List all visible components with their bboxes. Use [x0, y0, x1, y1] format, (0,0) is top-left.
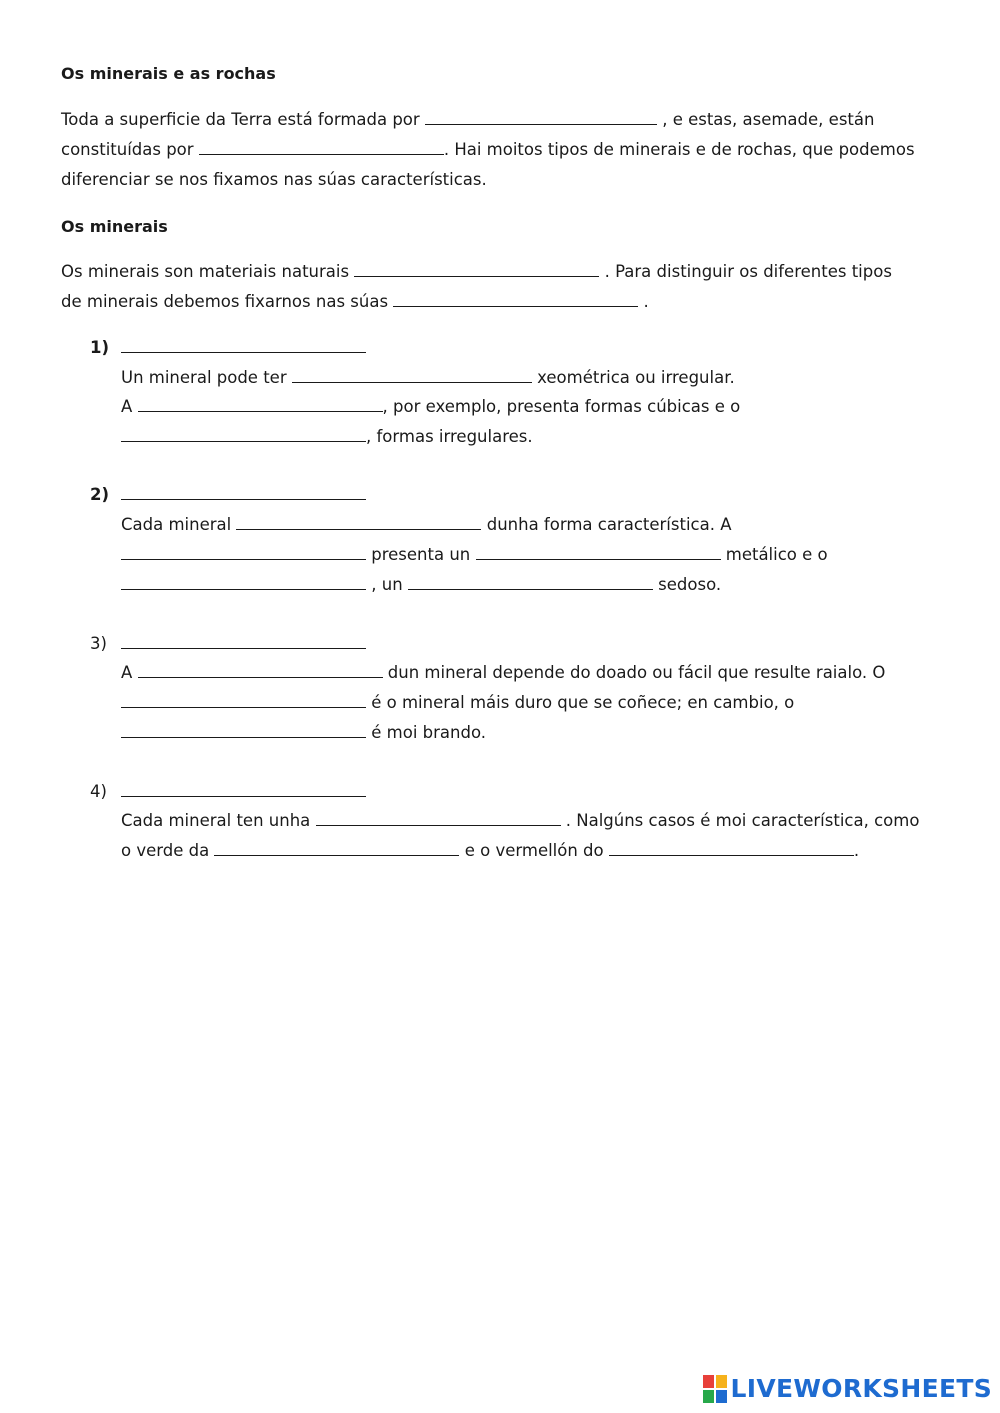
answer-blank[interactable] — [121, 498, 366, 500]
item-text: é o mineral máis duro que se coñece; en cambio, o — [371, 693, 795, 712]
answer-blank[interactable] — [121, 647, 366, 649]
answer-blank[interactable] — [121, 558, 366, 560]
answer-blank[interactable] — [199, 153, 444, 155]
item-heading-line — [121, 634, 366, 653]
answer-blank[interactable] — [214, 854, 459, 856]
item-text: , por exemplo, presenta formas cúbicas e o — [382, 397, 741, 416]
item-text: . — [853, 841, 860, 860]
item-line — [121, 663, 885, 682]
answer-blank[interactable] — [121, 736, 366, 738]
item-line — [121, 575, 721, 594]
intro-text: constituídas por — [61, 140, 194, 159]
answer-blank[interactable] — [121, 795, 366, 797]
item-line — [121, 427, 533, 446]
item-text: sedoso. — [658, 575, 722, 594]
answer-blank[interactable] — [121, 588, 366, 590]
section-text: Os minerais son materiais naturais — [61, 262, 350, 281]
logo-text: LIVEWORKSHEETS — [730, 1374, 992, 1403]
item-heading-line — [121, 485, 366, 504]
intro-line-1 — [61, 105, 941, 135]
logo-block — [703, 1375, 714, 1388]
item-text: xeométrica ou irregular. — [537, 368, 735, 387]
answer-blank[interactable] — [316, 824, 561, 826]
item-heading-line — [121, 782, 366, 801]
item-heading-line — [121, 338, 366, 357]
item-text: , formas irregulares. — [366, 427, 533, 446]
item-line — [121, 397, 740, 416]
item-line — [121, 723, 486, 742]
intro-text: Toda a superficie da Terra está formada por — [61, 110, 420, 129]
section-title: Os minerais — [61, 217, 168, 236]
answer-blank[interactable] — [121, 440, 366, 442]
answer-blank[interactable] — [425, 123, 657, 125]
item-text: é moi brando. — [371, 723, 486, 742]
logo-block — [716, 1375, 727, 1388]
logo-block — [716, 1390, 727, 1403]
intro-line-2 — [61, 135, 941, 165]
item-text: . Nalgúns casos é moi característica, como — [565, 811, 920, 830]
item-line — [121, 841, 859, 860]
logo-block — [703, 1390, 714, 1403]
section-text: . — [643, 292, 649, 311]
item-number: 1) — [90, 338, 110, 357]
answer-blank[interactable] — [236, 528, 481, 530]
intro-line-3: diferenciar se nos fixamos nas súas características. — [61, 170, 487, 189]
item-text: Cada mineral — [121, 515, 232, 534]
item-text: A — [121, 663, 133, 682]
item-line — [121, 515, 732, 534]
item-text: , un — [371, 575, 403, 594]
item-text: presenta un — [371, 545, 471, 564]
section-intro-line-1 — [61, 257, 941, 287]
answer-blank[interactable] — [609, 854, 854, 856]
page-title: Os minerais e as rochas — [61, 64, 276, 83]
item-number: 2) — [90, 485, 110, 504]
answer-blank[interactable] — [393, 305, 638, 307]
answer-blank[interactable] — [138, 410, 383, 412]
item-text: A — [121, 397, 133, 416]
section-text: . Para distinguir os diferentes tipos — [604, 262, 892, 281]
item-text: e o vermellón do — [464, 841, 604, 860]
logo-blocks-icon — [703, 1375, 727, 1403]
answer-blank[interactable] — [354, 275, 599, 277]
item-line — [121, 693, 794, 712]
intro-text: . Hai moitos tipos de minerais e de rochas, que podemos — [443, 140, 915, 159]
answer-blank[interactable] — [121, 706, 366, 708]
answer-blank[interactable] — [121, 351, 366, 353]
item-text: dunha forma característica. A — [486, 515, 732, 534]
section-text: de minerais debemos fixarnos nas súas — [61, 292, 389, 311]
item-line — [121, 811, 919, 830]
item-line — [121, 368, 735, 387]
item-line — [121, 545, 828, 564]
answer-blank[interactable] — [138, 676, 383, 678]
item-text: Cada mineral ten unha — [121, 811, 311, 830]
liveworksheets-logo — [703, 1374, 992, 1403]
item-text: metálico e o — [725, 545, 828, 564]
intro-text: , e estas, asemade, están — [662, 110, 875, 129]
answer-blank[interactable] — [476, 558, 721, 560]
item-text: o verde da — [121, 841, 210, 860]
answer-blank[interactable] — [408, 588, 653, 590]
item-number: 4) — [90, 782, 107, 801]
item-number: 3) — [90, 634, 107, 653]
item-text: Un mineral pode ter — [121, 368, 287, 387]
answer-blank[interactable] — [292, 381, 532, 383]
section-intro-line-2 — [61, 287, 941, 317]
item-text: dun mineral depende do doado ou fácil que resulte raialo. O — [387, 663, 886, 682]
